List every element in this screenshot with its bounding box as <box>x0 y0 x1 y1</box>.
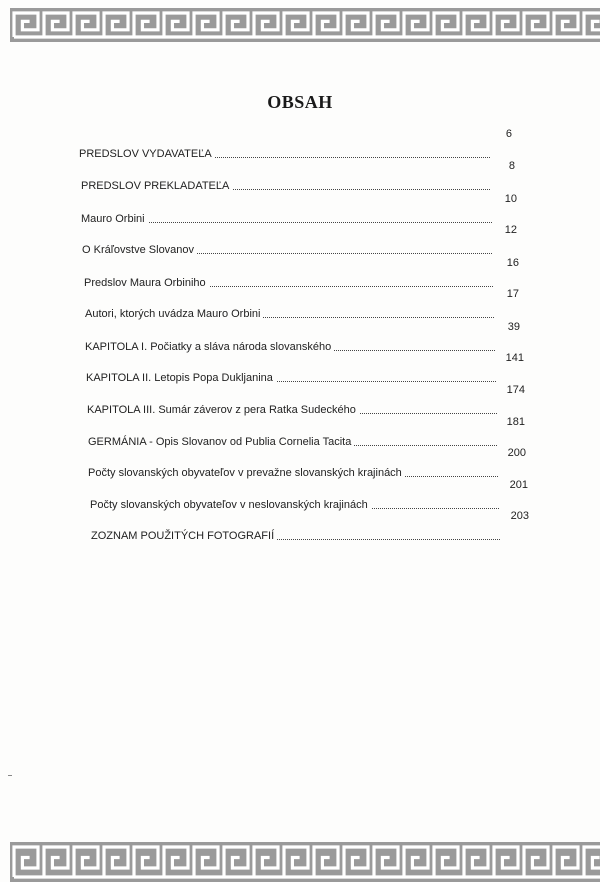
toc-entry-title: Počty slovanských obyvateľov v neslovanských krajinách <box>90 499 371 511</box>
toc-entry-title: PREDSLOV VYDAVATEĽA <box>79 148 215 160</box>
toc-entry-page-number: 16 <box>506 257 519 269</box>
toc-entry <box>79 128 512 160</box>
toc-entry-page-number: 8 <box>508 160 515 172</box>
greek-key-border-bottom <box>10 842 600 882</box>
toc-entry-title: Mauro Orbini <box>81 213 148 225</box>
toc-entry-page-number: 203 <box>510 510 529 522</box>
toc-entry <box>85 321 520 353</box>
toc-entry <box>88 416 525 448</box>
scan-speck <box>8 775 12 776</box>
toc-entry <box>85 288 519 320</box>
toc-entry-page-number: 10 <box>504 193 517 205</box>
toc-entry-page-number: 200 <box>507 447 526 459</box>
page-title: OBSAH <box>267 92 333 112</box>
toc-entry-title: Počty slovanských obyvateľov v prevažne slovanských krajinách <box>88 467 405 479</box>
toc-entry-title: Autori, ktorých uvádza Mauro Orbini <box>85 308 263 320</box>
toc-entry-page-number: 39 <box>507 321 520 333</box>
toc-entry <box>91 510 529 542</box>
toc-entry-page-number: 6 <box>505 128 512 140</box>
toc-entry <box>90 479 528 511</box>
toc-entry-title: ZOZNAM POUŽITÝCH FOTOGRAFIÍ <box>91 530 277 542</box>
toc-entry-title: O Kráľovstve Slovanov <box>82 244 197 256</box>
toc-entry-title: Predslov Maura Orbiniho <box>84 277 209 289</box>
toc-entry-page-number: 12 <box>504 224 517 236</box>
toc-entry <box>81 160 515 192</box>
toc-entry-page-number: 174 <box>506 384 525 396</box>
toc-entry-title: KAPITOLA III. Sumár záverov z pera Ratka Sudeckého <box>87 404 359 416</box>
toc-entry <box>84 257 519 289</box>
toc-entry-title: GERMÁNIA - Opis Slovanov od Publia Cornelia Tacita <box>88 436 354 448</box>
toc-entry <box>82 224 517 256</box>
toc-entry <box>81 193 517 225</box>
toc-entry-page-number: 141 <box>505 352 524 364</box>
toc-entry <box>87 384 525 416</box>
toc-entry-page-number: 181 <box>506 416 525 428</box>
toc-entry-page-number: 17 <box>506 288 519 300</box>
toc-entry <box>88 447 526 479</box>
toc-entry-title: KAPITOLA I. Počiatky a sláva národa slovanského <box>85 341 334 353</box>
toc-entry-title: PREDSLOV PREKLADATEĽA <box>81 180 232 192</box>
toc-entry-page-number: 201 <box>509 479 528 491</box>
toc-entry-title: KAPITOLA II. Letopis Popa Dukljanina <box>86 372 276 384</box>
toc-entry <box>86 352 524 384</box>
